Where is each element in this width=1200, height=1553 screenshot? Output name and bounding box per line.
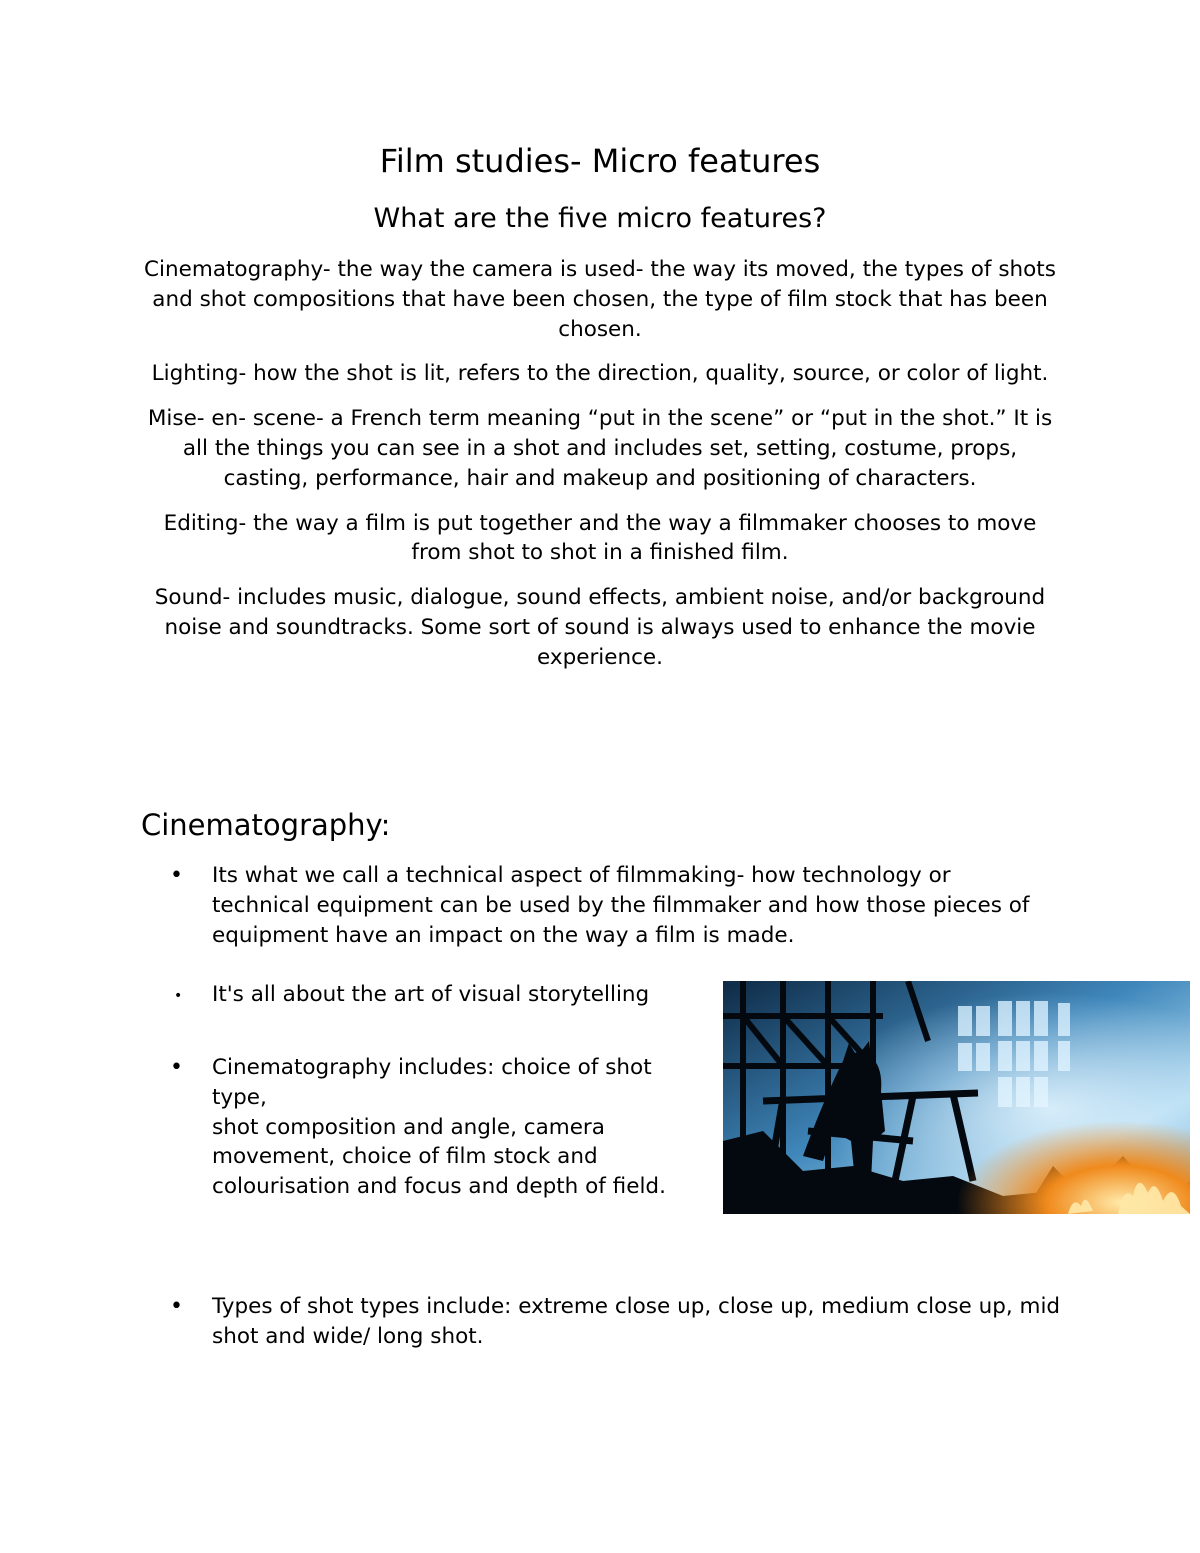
bullet-text-continuation: shot composition and angle, camera movement, choice of film stock and colourisation and focus and depth of field. bbox=[212, 1114, 666, 1200]
bullet-text-block bbox=[212, 1053, 702, 1202]
page-title: Film studies- Micro features bbox=[379, 142, 821, 180]
fire-glow bbox=[723, 981, 1190, 1214]
bullet-icon: • bbox=[174, 988, 183, 1004]
intro-lighting: Lighting- how the shot is lit, refers to the direction, quality, source, or color of light. bbox=[151, 361, 1049, 387]
intro-section bbox=[140, 255, 1060, 688]
bullet-icon: • bbox=[170, 1294, 183, 1319]
bullet-icon: • bbox=[170, 1055, 183, 1080]
intro-sound: Sound- includes music, dialogue, sound effects, ambient noise, and/or background noise and soundtracks. Some sort of sound is always used to enhance the movie experience. bbox=[154, 585, 1046, 670]
bullet-text-line: Cinematography includes: choice of shot type, bbox=[212, 1055, 652, 1110]
section-heading-cinematography: Cinematography: bbox=[141, 808, 391, 842]
bullet-text: Its what we call a technical aspect of filmmaking- how technology or technical equipment can be used by the filmmaker and how those pieces of equipment have an impact on the way a film is made. bbox=[212, 863, 1030, 948]
intro-mise-en-scene: Mise- en- scene- a French term meaning “put in the scene” or “put in the shot.” It is all the things you can see in a shot and includes set, setting, costume, props, casting, performance, hair and makeup and positioning of characters. bbox=[147, 406, 1053, 491]
film-still-image bbox=[723, 981, 1190, 1214]
page-subtitle: What are the five micro features? bbox=[373, 203, 827, 234]
intro-editing: Editing- the way a film is put together and the way a filmmaker chooses to move from shot to shot in a finished film. bbox=[163, 510, 1037, 566]
bullet-text: Types of shot types include: extreme close up, close up, medium close up, mid shot and wide/ long shot. bbox=[212, 1294, 1061, 1349]
bullet-icon: • bbox=[170, 863, 183, 888]
bullet-text: It's all about the art of visual storytelling bbox=[212, 982, 650, 1007]
intro-cinematography: Cinematography- the way the camera is used- the way its moved, the types of shots and shot compositions that have been chosen, the type of film stock that has been chosen. bbox=[144, 257, 1056, 342]
